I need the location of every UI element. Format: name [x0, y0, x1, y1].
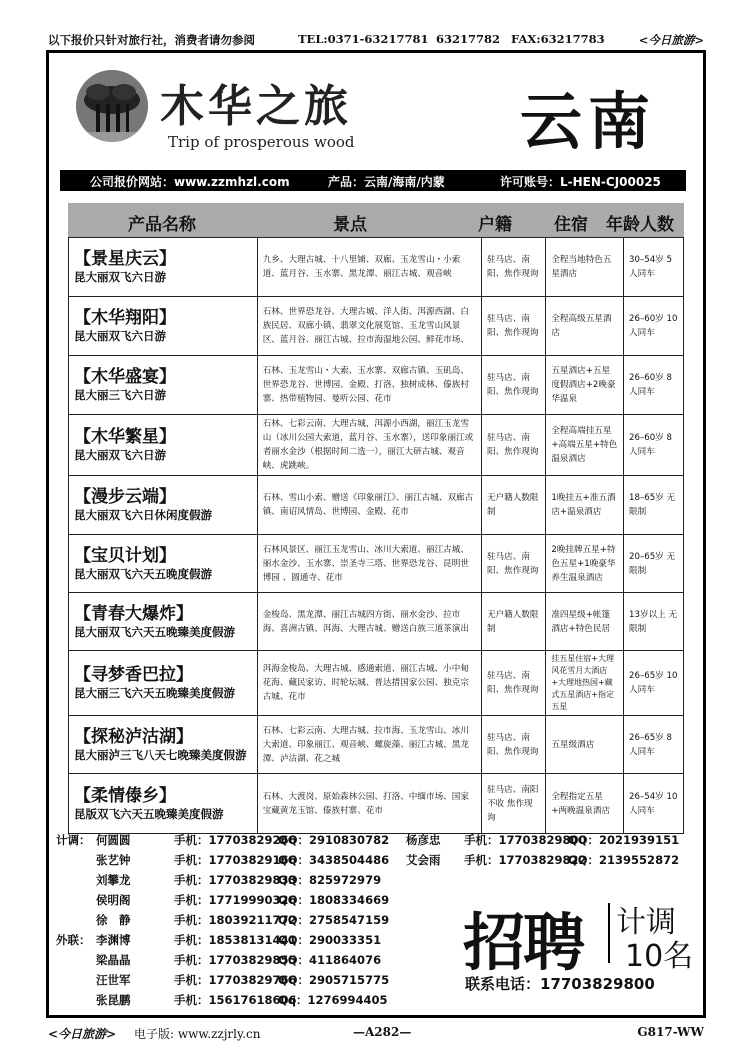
contact-name: 杨彦忠 [406, 833, 441, 847]
footer [48, 1022, 704, 1042]
residency-cell: 驻马店、南阳 不收 焦作现询 [481, 774, 545, 834]
company-website: 公司报价网站：www.zzmhzl.com [90, 175, 290, 189]
spots-cell: 石林、玉龙雪山・大索、玉水寨、双廊古镇、玉矶岛、世界恐龙谷、世博园、金殿、打洛、独树成林、傣族村寨、热带植物园、曼听公园、花市 [257, 356, 481, 415]
age-cell: 26–60岁 10人同车 [624, 297, 684, 356]
product-cell [69, 535, 258, 593]
outreach-label: 外联： [56, 933, 91, 947]
contact-qq: Qq：1276994405 [278, 993, 388, 1007]
product-route: 昆大丽泸三飞八天七晚臻美度假游 [74, 747, 247, 762]
product-route: 昆大丽双飞六日休闲度假游 [74, 508, 212, 522]
contact-qq: QQ：290033351 [278, 933, 382, 947]
product-cell [69, 297, 258, 356]
age-cell: 13岁以上 无限制 [624, 593, 684, 651]
contact-phone: 手机：17703829766 [174, 973, 297, 987]
residency-cell: 无户籍人数限制 [481, 593, 545, 651]
product-cell [69, 651, 258, 716]
spots-cell: 石林、雪山小索、赠送《印象丽江》、丽江古城、双廊古镇、南诏风情岛、世博园、金殿、花市 [257, 476, 481, 535]
contact-phone: 手机：17719990326 [174, 893, 297, 907]
age-cell: 26–60岁 8人同车 [624, 415, 684, 476]
product-name: 【漫步云端】 [74, 487, 176, 507]
agency-only-notice: 以下报价只针对旅行社，消费者请勿参阅 [48, 33, 255, 47]
recruit-phone: 联系电话：17703829800 [465, 975, 655, 993]
header-age-group: 年龄人数 [606, 215, 674, 235]
contact-phone: 手机：17703829166 [174, 853, 297, 867]
residency-cell: 驻马店、南阳、焦作现询 [481, 651, 545, 716]
brand-subtitle: Trip of prosperous wood [168, 133, 355, 151]
spots-cell: 石林、世界恐龙谷、大理古城、洋人街、洱源西湖、白族民居、双廊小镇、翡翠文化展览馆、玉龙雪山风景区、蓝月谷、丽江古城、拉市海湿地公园、鲜花市场、 [257, 297, 481, 356]
product-route: 昆大丽双飞六日游 [74, 270, 166, 284]
accommodation-cell: 2晚挂牌五星+特色五星+1晚豪华养生温泉酒店 [546, 535, 624, 593]
destination-title: 云南 [520, 85, 657, 158]
product-route: 昆大丽双飞六天五晚度假游 [74, 566, 212, 581]
telephone: TEL:0371-63217781 [298, 32, 429, 46]
age-cell: 26–54岁 10人同车 [624, 774, 684, 834]
contact-phone: 手机：18039211772 [174, 913, 297, 927]
product-table [68, 237, 684, 834]
header-product-name: 产品名称 [128, 215, 196, 235]
product-name: 【宝贝计划】 [74, 545, 176, 566]
product-route: 昆大丽双飞六日游 [74, 448, 166, 462]
fax: FAX:63217783 [511, 32, 605, 46]
recruit-divider [608, 903, 610, 963]
age-cell: 26–65岁 8人同车 [624, 716, 684, 774]
contact-qq: QQ：2021939151 [568, 833, 680, 847]
contact-qq: QQ：2905715775 [278, 973, 390, 987]
residency-cell: 驻马店、南阳、焦作现询 [481, 535, 545, 593]
contact-phone: 手机：17703829800 [464, 833, 587, 847]
contact-name: 侯明阁 [96, 893, 131, 907]
spots-cell: 洱海金梭岛、大理古城、感通索道、丽江古城、小中甸花海、藏民家访、时轮坛城、普达措国家公园、独克宗古城、花市 [257, 651, 481, 716]
spots-cell: 石林、七彩云南、大理古城、拉市海、玉龙雪山、冰川大索道、印象丽江、观音峡、螺旋藻、丽江古城、黑龙潭、泸沽湖、花之城 [257, 716, 481, 774]
accommodation-cell: 五星酒店+五星度假酒店+2晚豪华温泉 [546, 356, 624, 415]
header-accommodation: 住宿 [554, 215, 588, 235]
contact-qq: QQ：411864076 [278, 953, 382, 967]
spots-cell: 九乡、大理古城、十八里铺、双廊、玉龙雪山・小索道、蓝月谷、玉水寨、黑龙潭、丽江古城、观音峡 [257, 238, 481, 297]
tree-logo-icon [76, 70, 148, 142]
age-cell: 20–65岁 无限制 [624, 535, 684, 593]
header-residency: 户籍 [478, 215, 512, 235]
accommodation-cell: 全程高级五星酒店 [546, 297, 624, 356]
contact-name: 张艺钟 [96, 853, 131, 867]
spots-cell: 石林风景区、丽江玉龙雪山、冰川大索道、丽江古城、丽水金沙、玉水寨、崇圣寺三塔、世界恐龙谷、昆明世博园 、圆通寺、花市 [257, 535, 481, 593]
product-route: 昆大丽双飞六日游 [74, 329, 166, 343]
brand-title: 木华之旅 [160, 81, 352, 132]
table-row [69, 476, 684, 535]
residency-cell: 驻马店、南阳、焦作现询 [481, 356, 545, 415]
product-name: 【木华翔阳】 [74, 308, 176, 328]
contact-qq: QQ：2910830782 [278, 833, 390, 847]
telephone-2: 63217782 [436, 32, 501, 46]
age-cell: 30–54岁 5人同车 [624, 238, 684, 297]
table-row [69, 297, 684, 356]
contact-name: 汪世军 [96, 973, 131, 987]
info-bar [60, 170, 686, 191]
accommodation-cell: 全程高端挂五星+高端五星+特色温泉酒店 [546, 415, 624, 476]
contact-name: 李渊博 [96, 933, 131, 947]
residency-cell: 驻马店、南阳、焦作现询 [481, 238, 545, 297]
contact-name: 张昆鹏 [96, 993, 131, 1007]
contact-phone: 手机：17703829855 [174, 953, 297, 967]
accommodation-cell: 挂五星住宿+大理风花雪月大酒店+大理地热国+藏式五星酒店+指定五星 [546, 651, 624, 716]
contact-phone: 手机：17703829833 [174, 873, 297, 887]
contact-name: 梁晶晶 [96, 953, 131, 967]
product-route: 昆大丽双飞六天五晚臻美度假游 [74, 624, 235, 639]
license-number: 许可账号：L-HEN-CJ00025 [500, 175, 661, 189]
footer-website: 电子版: www.zzjrly.cn [134, 1027, 261, 1041]
product-cell [69, 476, 258, 535]
table-row [69, 774, 684, 834]
contact-phone: 手机：18538131441 [174, 933, 297, 947]
spots-cell: 金梭岛、黑龙潭、丽江古城四方街、丽水金沙、拉市海、喜洲古镇、洱海、大理古城、赠送白族三道茶演出 [257, 593, 481, 651]
top-notice-bar [48, 30, 704, 50]
planner-label: 计调： [56, 833, 91, 847]
footer-brand: <今日旅游> [48, 1027, 117, 1041]
contact-qq: QQ：1808334669 [278, 893, 390, 907]
product-cell [69, 356, 258, 415]
product-lines: 产品：云南/海南/内蒙 [328, 175, 445, 189]
contact-phone: 手机：17703829266 [174, 833, 297, 847]
product-name: 【木华繁星】 [74, 427, 176, 447]
product-cell [69, 238, 258, 297]
age-cell: 18–65岁 无限制 [624, 476, 684, 535]
accommodation-cell: 全程当地特色五星酒店 [546, 238, 624, 297]
spots-cell: 石林、七彩云南、大理古城，洱源小西湖，丽江玉龙雪山（冰川公园大索道，蓝月谷、玉水寨），送印象丽江或者丽水金沙（根据时间二选一），丽江大研古城、观音峡、虎跳峡。 [257, 415, 481, 476]
table-row [69, 356, 684, 415]
table-row [69, 651, 684, 716]
contact-phone: 手机：15617618606 [174, 993, 297, 1007]
contact-name: 艾会雨 [406, 853, 441, 867]
recruit-heading: 招聘 [463, 906, 584, 979]
contact-qq: QQ：2758547159 [278, 913, 390, 927]
residency-cell: 驻马店、南阳、焦作现询 [481, 415, 545, 476]
contact-phone: 手机：17703829822 [464, 853, 587, 867]
age-cell: 26–65岁 10人同车 [624, 651, 684, 716]
recruitment-ad [463, 893, 698, 998]
accommodation-cell: 1晚挂五+准五酒店+温泉酒店 [546, 476, 624, 535]
table-header [68, 203, 684, 237]
product-name: 【景星庆云】 [74, 249, 176, 269]
product-cell [69, 774, 258, 834]
table-row [69, 716, 684, 774]
product-cell [69, 716, 258, 774]
contact-name: 刘攀龙 [96, 873, 131, 887]
product-name: 【青春大爆炸】 [74, 603, 193, 624]
product-name: 【柔情傣乡】 [74, 785, 176, 806]
product-name: 【木华盛宴】 [74, 367, 176, 387]
product-name: 【寻梦香巴拉】 [74, 665, 193, 685]
contact-name: 徐 静 [96, 913, 131, 927]
table-row [69, 238, 684, 297]
product-cell [69, 593, 258, 651]
publication-brand: <今日旅游> [638, 33, 704, 47]
accommodation-cell: 五星级酒店 [546, 716, 624, 774]
residency-cell: 驻马店、南阳、焦作现询 [481, 297, 545, 356]
product-route: 昆大丽三飞六日游 [74, 388, 166, 402]
issue-code: G817-WW [637, 1025, 704, 1039]
accommodation-cell: 准四星级+帐篷酒店+特色民居 [546, 593, 624, 651]
residency-cell: 驻马店、南阳、焦作现询 [481, 716, 545, 774]
header-spots: 景点 [333, 215, 367, 235]
table-row [69, 415, 684, 476]
table-row [69, 535, 684, 593]
table-row [69, 593, 684, 651]
page-number: —A282— [353, 1025, 412, 1039]
accommodation-cell: 全程指定五星+两晚温泉酒店 [546, 774, 624, 834]
recruit-count: 10名 [625, 939, 694, 974]
product-name: 【探秘泸沽湖】 [74, 726, 193, 747]
recruit-position: 计调 [616, 905, 676, 940]
product-route: 昆版双飞六天五晚臻美度假游 [74, 806, 224, 821]
residency-cell: 无户籍人数限制 [481, 476, 545, 535]
spots-cell: 石林、大渡岗、原始森林公园、打洛、中缅市场、国家宝藏黄龙玉馆、傣族村寨、花市 [257, 774, 481, 834]
contact-name: 何圆圆 [96, 833, 131, 847]
product-cell [69, 415, 258, 476]
contact-qq: QQ：2139552872 [568, 853, 680, 867]
contact-qq: QQ：825972979 [278, 873, 382, 887]
contact-qq: QQ：3438504486 [278, 853, 390, 867]
product-route: 昆大丽三飞六天五晚臻美度假游 [74, 686, 235, 700]
age-cell: 26–60岁 8人同车 [624, 356, 684, 415]
